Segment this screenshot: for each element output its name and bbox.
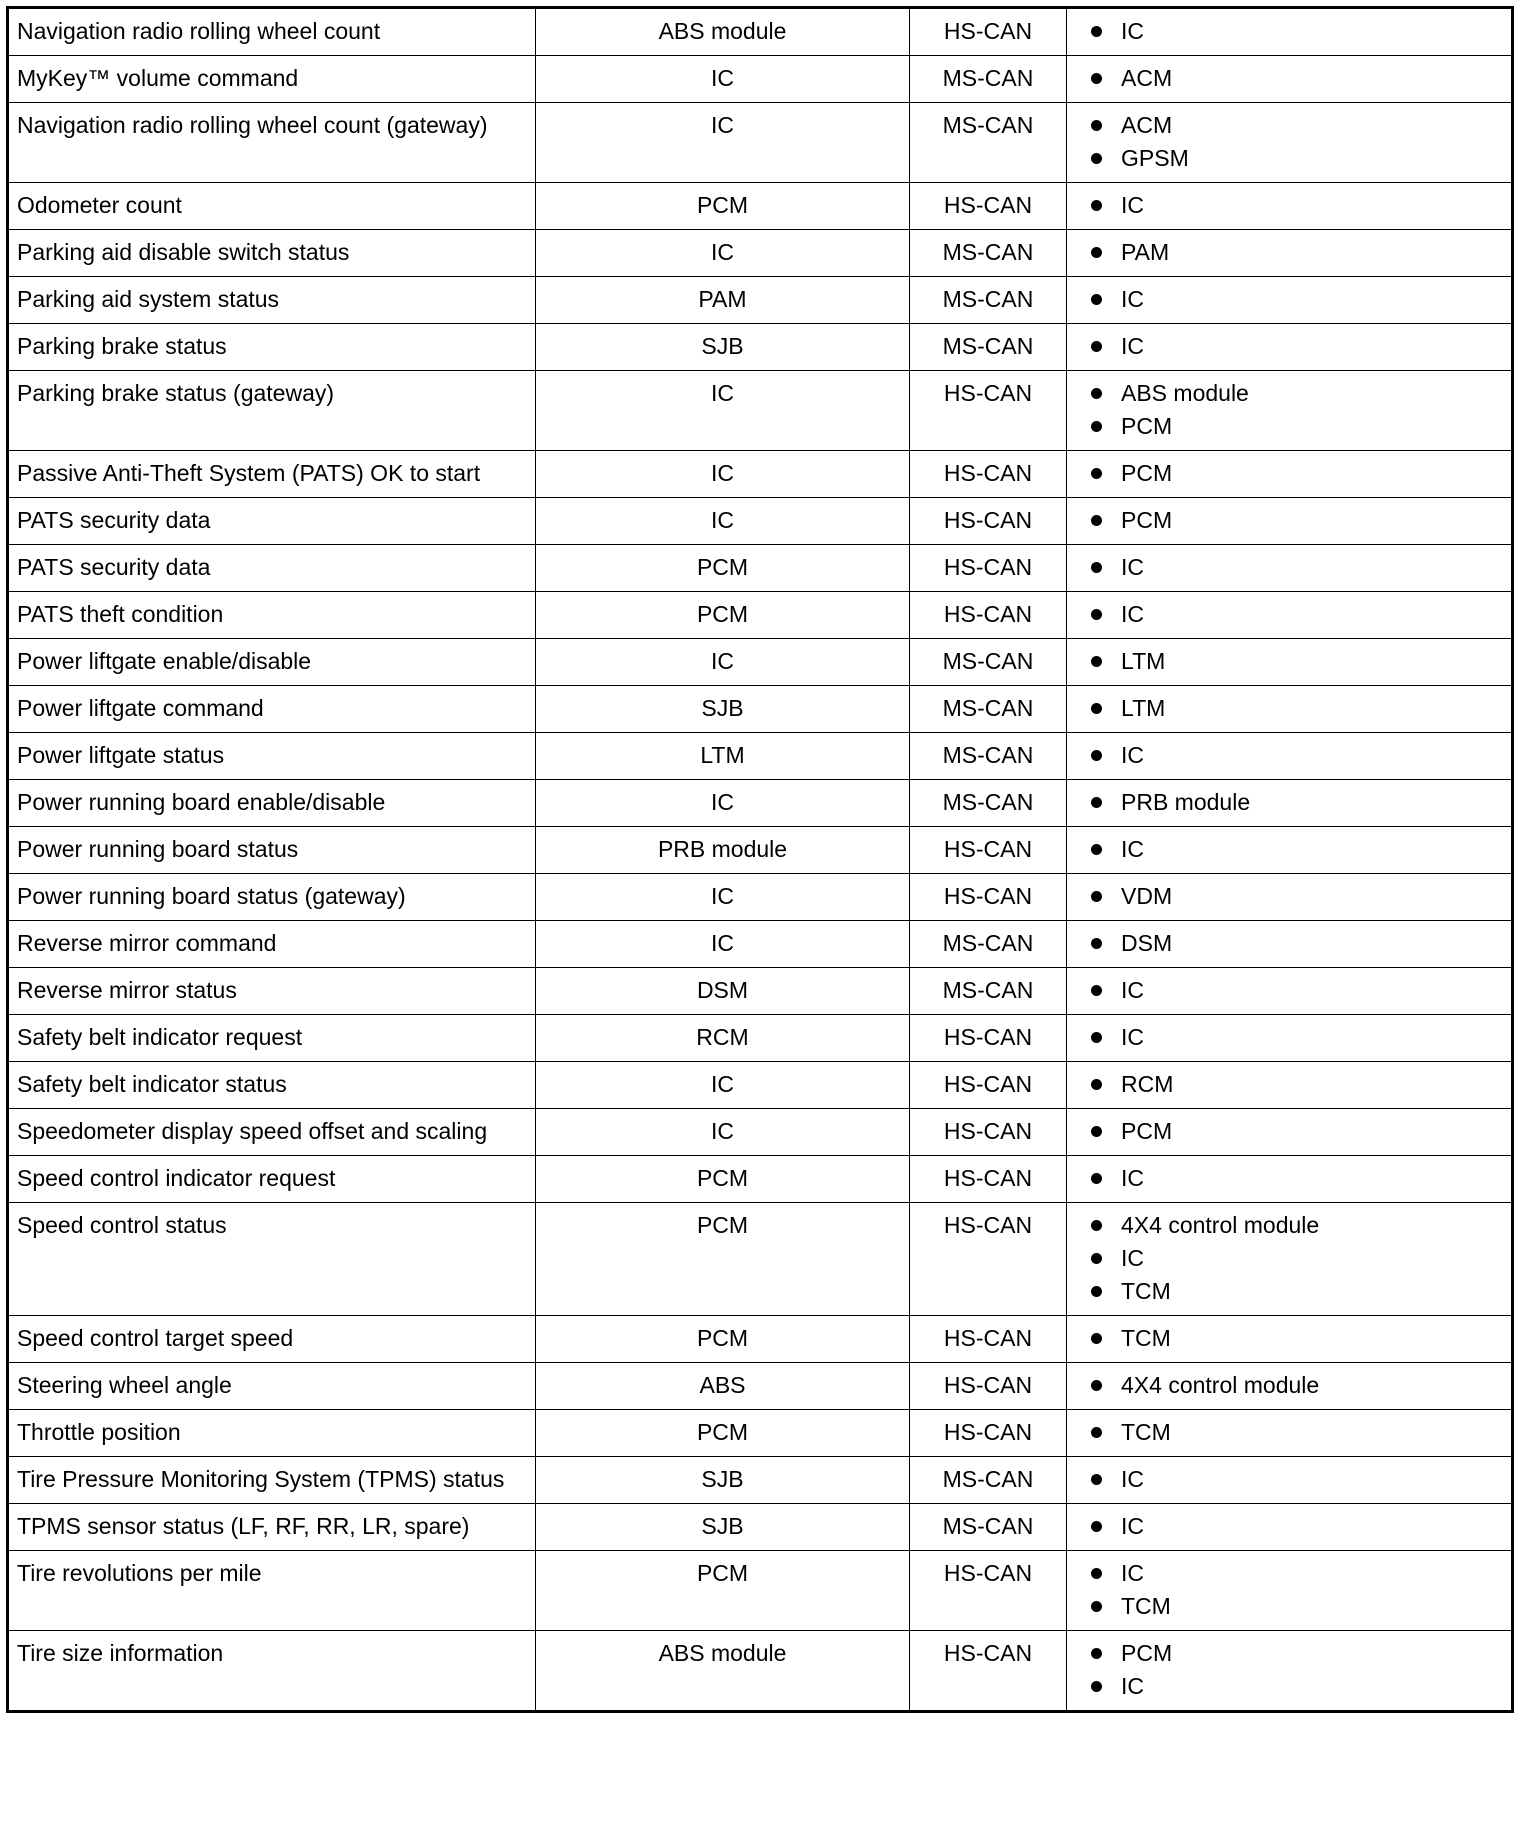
- network-cell: MS-CAN: [910, 733, 1067, 780]
- receivers-cell: [1067, 1015, 1513, 1062]
- originator-cell: ABS module: [536, 1631, 910, 1712]
- receiver-item: [1091, 1115, 1503, 1148]
- message-cell: Power running board enable/disable: [8, 780, 536, 827]
- receivers-cell: [1067, 183, 1513, 230]
- network-cell: HS-CAN: [910, 1015, 1067, 1062]
- bullet-icon: [1091, 609, 1102, 620]
- originator-cell: ABS: [536, 1363, 910, 1410]
- originator-cell: IC: [536, 371, 910, 451]
- message-cell: Safety belt indicator request: [8, 1015, 536, 1062]
- bullet-icon: [1091, 562, 1102, 573]
- bullet-icon: [1091, 468, 1102, 479]
- receiver-item: [1091, 1670, 1503, 1703]
- receiver-item: [1091, 833, 1503, 866]
- receivers-cell: [1067, 277, 1513, 324]
- receiver-item: [1091, 1369, 1503, 1402]
- message-cell: Reverse mirror command: [8, 921, 536, 968]
- bullet-icon: [1091, 1568, 1102, 1579]
- bullet-icon: [1091, 1173, 1102, 1184]
- message-cell: Speed control status: [8, 1203, 536, 1316]
- receiver-item: [1091, 1557, 1503, 1590]
- network-cell: HS-CAN: [910, 1551, 1067, 1631]
- receiver-item: [1091, 1322, 1503, 1355]
- network-cell: HS-CAN: [910, 183, 1067, 230]
- network-message-table: [6, 6, 1514, 1713]
- receiver-label: VDM: [1121, 883, 1173, 909]
- originator-cell: PCM: [536, 545, 910, 592]
- message-cell: Reverse mirror status: [8, 968, 536, 1015]
- receiver-label: IC: [1121, 836, 1144, 862]
- receiver-label: TCM: [1121, 1325, 1171, 1351]
- receiver-label: PCM: [1121, 460, 1173, 486]
- message-cell: Throttle position: [8, 1410, 536, 1457]
- receiver-item: [1091, 236, 1503, 269]
- bullet-icon: [1091, 1427, 1102, 1438]
- receiver-label: IC: [1121, 286, 1144, 312]
- network-cell: HS-CAN: [910, 1363, 1067, 1410]
- table-row: [8, 277, 1513, 324]
- bullet-icon: [1091, 73, 1102, 84]
- receiver-item: [1091, 457, 1503, 490]
- originator-cell: PCM: [536, 1203, 910, 1316]
- bullet-icon: [1091, 1380, 1102, 1391]
- receiver-item: [1091, 1416, 1503, 1449]
- bullet-icon: [1091, 294, 1102, 305]
- network-cell: MS-CAN: [910, 56, 1067, 103]
- bullet-icon: [1091, 985, 1102, 996]
- table-row: [8, 183, 1513, 230]
- receiver-label: IC: [1121, 1673, 1144, 1699]
- table-row: [8, 1631, 1513, 1712]
- network-cell: HS-CAN: [910, 874, 1067, 921]
- receivers-cell: [1067, 1631, 1513, 1712]
- message-cell: PATS security data: [8, 545, 536, 592]
- bullet-icon: [1091, 1333, 1102, 1344]
- bullet-icon: [1091, 153, 1102, 164]
- message-cell: Power running board status (gateway): [8, 874, 536, 921]
- network-cell: MS-CAN: [910, 968, 1067, 1015]
- receivers-cell: [1067, 1457, 1513, 1504]
- table-row: [8, 1015, 1513, 1062]
- bullet-icon: [1091, 200, 1102, 211]
- originator-cell: IC: [536, 780, 910, 827]
- bullet-icon: [1091, 797, 1102, 808]
- receiver-item: [1091, 1275, 1503, 1308]
- receiver-label: IC: [1121, 977, 1144, 1003]
- message-cell: Speedometer display speed offset and scaling: [8, 1109, 536, 1156]
- message-cell: Passive Anti-Theft System (PATS) OK to start: [8, 451, 536, 498]
- receiver-label: LTM: [1121, 695, 1166, 721]
- network-cell: HS-CAN: [910, 1203, 1067, 1316]
- receiver-label: IC: [1121, 333, 1144, 359]
- originator-cell: PAM: [536, 277, 910, 324]
- bullet-icon: [1091, 1126, 1102, 1137]
- bullet-icon: [1091, 656, 1102, 667]
- originator-cell: SJB: [536, 1457, 910, 1504]
- receivers-cell: [1067, 686, 1513, 733]
- receiver-item: [1091, 880, 1503, 913]
- bullet-icon: [1091, 1220, 1102, 1231]
- receiver-label: IC: [1121, 554, 1144, 580]
- receiver-label: IC: [1121, 1560, 1144, 1586]
- receiver-label: ABS module: [1121, 380, 1249, 406]
- bullet-icon: [1091, 891, 1102, 902]
- receiver-item: [1091, 283, 1503, 316]
- message-cell: Tire revolutions per mile: [8, 1551, 536, 1631]
- message-cell: Parking brake status: [8, 324, 536, 371]
- receivers-cell: [1067, 1062, 1513, 1109]
- network-cell: HS-CAN: [910, 1410, 1067, 1457]
- network-cell: MS-CAN: [910, 103, 1067, 183]
- message-cell: Parking aid system status: [8, 277, 536, 324]
- receiver-item: [1091, 692, 1503, 725]
- receiver-label: IC: [1121, 601, 1144, 627]
- receiver-item: [1091, 410, 1503, 443]
- receivers-cell: [1067, 827, 1513, 874]
- message-cell: PATS security data: [8, 498, 536, 545]
- originator-cell: IC: [536, 103, 910, 183]
- receiver-item: [1091, 645, 1503, 678]
- message-cell: Power running board status: [8, 827, 536, 874]
- receivers-cell: [1067, 968, 1513, 1015]
- receivers-cell: [1067, 451, 1513, 498]
- message-cell: Tire Pressure Monitoring System (TPMS) status: [8, 1457, 536, 1504]
- receiver-label: DSM: [1121, 930, 1173, 956]
- originator-cell: DSM: [536, 968, 910, 1015]
- table-row: [8, 498, 1513, 545]
- receiver-label: PCM: [1121, 1640, 1173, 1666]
- originator-cell: IC: [536, 921, 910, 968]
- bullet-icon: [1091, 388, 1102, 399]
- originator-cell: IC: [536, 498, 910, 545]
- receiver-label: TCM: [1121, 1593, 1171, 1619]
- table-row: [8, 921, 1513, 968]
- table-row: [8, 545, 1513, 592]
- network-cell: MS-CAN: [910, 780, 1067, 827]
- originator-cell: IC: [536, 639, 910, 686]
- network-cell: MS-CAN: [910, 686, 1067, 733]
- table-row: [8, 733, 1513, 780]
- receivers-cell: [1067, 230, 1513, 277]
- message-cell: Navigation radio rolling wheel count: [8, 8, 536, 56]
- table-row: [8, 874, 1513, 921]
- originator-cell: PCM: [536, 592, 910, 639]
- receiver-item: [1091, 551, 1503, 584]
- table-row: [8, 968, 1513, 1015]
- receiver-item: [1091, 330, 1503, 363]
- originator-cell: SJB: [536, 1504, 910, 1551]
- receivers-cell: [1067, 1504, 1513, 1551]
- table-row: [8, 230, 1513, 277]
- receiver-label: IC: [1121, 1165, 1144, 1191]
- originator-cell: RCM: [536, 1015, 910, 1062]
- bullet-icon: [1091, 1286, 1102, 1297]
- receiver-item: [1091, 927, 1503, 960]
- network-cell: HS-CAN: [910, 451, 1067, 498]
- message-cell: MyKey™ volume command: [8, 56, 536, 103]
- originator-cell: IC: [536, 1062, 910, 1109]
- originator-cell: PCM: [536, 183, 910, 230]
- table-row: [8, 103, 1513, 183]
- receiver-item: [1091, 1068, 1503, 1101]
- network-cell: MS-CAN: [910, 921, 1067, 968]
- message-cell: Power liftgate enable/disable: [8, 639, 536, 686]
- receivers-cell: [1067, 780, 1513, 827]
- receiver-item: [1091, 1242, 1503, 1275]
- receivers-cell: [1067, 1316, 1513, 1363]
- table-row: [8, 780, 1513, 827]
- receiver-item: [1091, 1590, 1503, 1623]
- receiver-item: [1091, 974, 1503, 1007]
- bullet-icon: [1091, 1521, 1102, 1532]
- receiver-label: GPSM: [1121, 145, 1189, 171]
- receivers-cell: [1067, 103, 1513, 183]
- bullet-icon: [1091, 26, 1102, 37]
- bullet-icon: [1091, 515, 1102, 526]
- receiver-label: PCM: [1121, 413, 1173, 439]
- message-cell: Parking brake status (gateway): [8, 371, 536, 451]
- originator-cell: PCM: [536, 1410, 910, 1457]
- message-cell: Speed control target speed: [8, 1316, 536, 1363]
- receiver-item: [1091, 1463, 1503, 1496]
- receiver-item: [1091, 1637, 1503, 1670]
- network-cell: HS-CAN: [910, 1062, 1067, 1109]
- receivers-cell: [1067, 1203, 1513, 1316]
- receivers-cell: [1067, 8, 1513, 56]
- table-row: [8, 1410, 1513, 1457]
- network-cell: MS-CAN: [910, 324, 1067, 371]
- bullet-icon: [1091, 1253, 1102, 1264]
- message-cell: Speed control indicator request: [8, 1156, 536, 1203]
- network-cell: HS-CAN: [910, 8, 1067, 56]
- originator-cell: PRB module: [536, 827, 910, 874]
- originator-cell: ABS module: [536, 8, 910, 56]
- receivers-cell: [1067, 324, 1513, 371]
- receiver-item: [1091, 598, 1503, 631]
- message-cell: Power liftgate status: [8, 733, 536, 780]
- message-cell: Odometer count: [8, 183, 536, 230]
- network-cell: HS-CAN: [910, 1156, 1067, 1203]
- bullet-icon: [1091, 844, 1102, 855]
- table-row: [8, 1109, 1513, 1156]
- receiver-label: IC: [1121, 18, 1144, 44]
- receiver-item: [1091, 739, 1503, 772]
- receiver-item: [1091, 62, 1503, 95]
- table-row: [8, 56, 1513, 103]
- originator-cell: PCM: [536, 1316, 910, 1363]
- originator-cell: SJB: [536, 324, 910, 371]
- bullet-icon: [1091, 341, 1102, 352]
- network-cell: HS-CAN: [910, 1109, 1067, 1156]
- message-cell: Safety belt indicator status: [8, 1062, 536, 1109]
- message-cell: Parking aid disable switch status: [8, 230, 536, 277]
- network-cell: HS-CAN: [910, 827, 1067, 874]
- message-cell: TPMS sensor status (LF, RF, RR, LR, spare): [8, 1504, 536, 1551]
- receiver-item: [1091, 189, 1503, 222]
- bullet-icon: [1091, 703, 1102, 714]
- network-cell: HS-CAN: [910, 498, 1067, 545]
- originator-cell: PCM: [536, 1551, 910, 1631]
- receiver-item: [1091, 1021, 1503, 1054]
- table-row: [8, 8, 1513, 56]
- originator-cell: SJB: [536, 686, 910, 733]
- receiver-item: [1091, 1510, 1503, 1543]
- receivers-cell: [1067, 1109, 1513, 1156]
- network-cell: HS-CAN: [910, 1631, 1067, 1712]
- receiver-label: RCM: [1121, 1071, 1174, 1097]
- originator-cell: IC: [536, 874, 910, 921]
- bullet-icon: [1091, 938, 1102, 949]
- bullet-icon: [1091, 1681, 1102, 1692]
- message-cell: PATS theft condition: [8, 592, 536, 639]
- receiver-label: IC: [1121, 192, 1144, 218]
- message-cell: Steering wheel angle: [8, 1363, 536, 1410]
- receivers-cell: [1067, 921, 1513, 968]
- receivers-cell: [1067, 733, 1513, 780]
- network-cell: MS-CAN: [910, 277, 1067, 324]
- message-cell: Navigation radio rolling wheel count (gateway): [8, 103, 536, 183]
- bullet-icon: [1091, 247, 1102, 258]
- receiver-item: [1091, 504, 1503, 537]
- receiver-label: IC: [1121, 742, 1144, 768]
- network-cell: MS-CAN: [910, 1457, 1067, 1504]
- receivers-cell: [1067, 1363, 1513, 1410]
- bullet-icon: [1091, 750, 1102, 761]
- receivers-cell: [1067, 371, 1513, 451]
- receiver-label: TCM: [1121, 1419, 1171, 1445]
- receiver-item: [1091, 1209, 1503, 1242]
- receivers-cell: [1067, 639, 1513, 686]
- originator-cell: IC: [536, 1109, 910, 1156]
- table-row: [8, 1316, 1513, 1363]
- receivers-cell: [1067, 1551, 1513, 1631]
- bullet-icon: [1091, 1474, 1102, 1485]
- receiver-label: PRB module: [1121, 789, 1251, 815]
- receiver-label: PAM: [1121, 239, 1170, 265]
- originator-cell: PCM: [536, 1156, 910, 1203]
- table-row: [8, 1062, 1513, 1109]
- originator-cell: IC: [536, 451, 910, 498]
- receiver-label: IC: [1121, 1513, 1144, 1539]
- network-cell: HS-CAN: [910, 1316, 1067, 1363]
- receiver-label: IC: [1121, 1466, 1144, 1492]
- receiver-label: LTM: [1121, 648, 1166, 674]
- table-row: [8, 1363, 1513, 1410]
- receivers-cell: [1067, 1410, 1513, 1457]
- bullet-icon: [1091, 1648, 1102, 1659]
- receiver-label: ACM: [1121, 112, 1173, 138]
- message-cell: Power liftgate command: [8, 686, 536, 733]
- receiver-label: IC: [1121, 1245, 1144, 1271]
- receiver-item: [1091, 15, 1503, 48]
- receiver-label: IC: [1121, 1024, 1144, 1050]
- table-row: [8, 1457, 1513, 1504]
- receiver-item: [1091, 786, 1503, 819]
- bullet-icon: [1091, 120, 1102, 131]
- table-row: [8, 827, 1513, 874]
- bullet-icon: [1091, 421, 1102, 432]
- originator-cell: IC: [536, 230, 910, 277]
- receiver-item: [1091, 377, 1503, 410]
- receivers-cell: [1067, 56, 1513, 103]
- receiver-label: TCM: [1121, 1278, 1171, 1304]
- receivers-cell: [1067, 874, 1513, 921]
- table-row: [8, 451, 1513, 498]
- receiver-label: 4X4 control module: [1121, 1372, 1320, 1398]
- network-cell: HS-CAN: [910, 545, 1067, 592]
- network-cell: MS-CAN: [910, 639, 1067, 686]
- receiver-item: [1091, 142, 1503, 175]
- table-row: [8, 639, 1513, 686]
- originator-cell: IC: [536, 56, 910, 103]
- table-row: [8, 324, 1513, 371]
- table-row: [8, 1203, 1513, 1316]
- table-row: [8, 1504, 1513, 1551]
- receiver-label: PCM: [1121, 1118, 1173, 1144]
- network-cell: MS-CAN: [910, 1504, 1067, 1551]
- bullet-icon: [1091, 1601, 1102, 1612]
- receiver-label: ACM: [1121, 65, 1173, 91]
- receivers-cell: [1067, 592, 1513, 639]
- table-row: [8, 686, 1513, 733]
- receivers-cell: [1067, 545, 1513, 592]
- network-cell: HS-CAN: [910, 592, 1067, 639]
- bullet-icon: [1091, 1032, 1102, 1043]
- originator-cell: LTM: [536, 733, 910, 780]
- network-cell: MS-CAN: [910, 230, 1067, 277]
- network-cell: HS-CAN: [910, 371, 1067, 451]
- table-row: [8, 592, 1513, 639]
- table-row: [8, 1551, 1513, 1631]
- bullet-icon: [1091, 1079, 1102, 1090]
- table-row: [8, 371, 1513, 451]
- receiver-label: 4X4 control module: [1121, 1212, 1320, 1238]
- receivers-cell: [1067, 1156, 1513, 1203]
- receiver-label: PCM: [1121, 507, 1173, 533]
- receiver-item: [1091, 1162, 1503, 1195]
- receiver-item: [1091, 109, 1503, 142]
- table-row: [8, 1156, 1513, 1203]
- message-cell: Tire size information: [8, 1631, 536, 1712]
- receivers-cell: [1067, 498, 1513, 545]
